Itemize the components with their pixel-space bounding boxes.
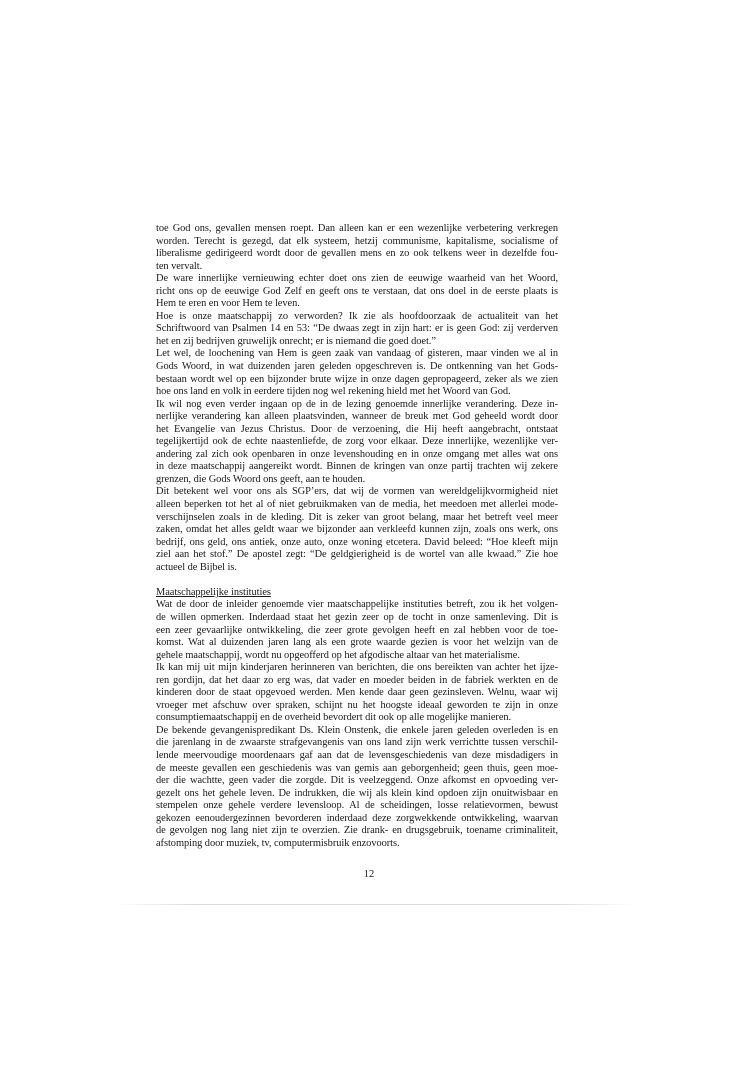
text-line: alleen beperken tot het al of niet gebruikmaken van de media, het meedoen met allerlei mode- xyxy=(156,499,558,511)
text-line: andering zal zich ook openbaren in onze levenshouding en in onze omgang met alles wat ons xyxy=(156,448,558,460)
text-line: gezelt ons het gehele leven. De indrukken, die wij als klein kind opdoen zijn onuitwisbaar en xyxy=(156,787,558,799)
text-line: der die wachtte, geen vader die zorgde. Dit is veelzeggend. Onze afkomst en opvoeding ver- xyxy=(156,775,558,787)
text-line: Dit betekent wel voor ons als SGP’ers, dat wij de vormen van wereldgelijkvormigheid niet xyxy=(156,486,558,498)
text-line: het Evangelie van Jezus Christus. Door de verzoening, die Hij heeft aangebracht, ontstaat xyxy=(156,423,558,435)
text-line: ten vervalt. xyxy=(156,260,203,272)
text-line: ziel aan het stof.” De apostel zegt: “De geldgierigheid is de wortel van alle kwaad.” Zie hoe xyxy=(156,549,558,561)
text-line: liberalisme gedirigeerd wordt door de gevallen mens en zo ook telkens weer in dezelfde fou- xyxy=(156,248,558,260)
text-line: De bekende gevangenispredikant Ds. Klein Onstenk, die enkele jaren geleden overleden is en xyxy=(156,724,558,736)
text-line: grenzen, die Gods Woord ons geeft, aan te houden. xyxy=(156,473,366,485)
text-line: vroeger met afschuw over spraken, schijnt nu het hoogste ideaal geworden te zijn in onze xyxy=(156,699,558,711)
text-line: Schriftwoord van Psalmen 14 en 53: “De dwaas zegt in zijn hart: er is geen God: zij verderven xyxy=(156,323,558,335)
text-line: toe God ons, gevallen mensen roept. Dan alleen kan er een wezenlijke verbetering verkregen xyxy=(156,223,558,234)
text-line: Ik kan mij uit mijn kinderjaren herinneren van berichten, die ons bereikten van achter het ijze- xyxy=(156,662,558,674)
paragraphs-part1 xyxy=(156,223,558,574)
text-line: Hem te eren en voor Hem te leven. xyxy=(156,298,300,310)
text-line: tegelijkertijd ook de echte naastenliefde, de zorg voor elkaar. Deze innerlijke, wezenlijke ver- xyxy=(156,436,558,448)
text-line: een zeer gevaarlijke ontwikkeling, die zeer grote gevolgen heeft en zal hebben voor de toe- xyxy=(156,624,558,636)
text-line: lende meervoudige moordenaars gaf aan dat de levensgeschiedenis van deze misdadigers in xyxy=(156,749,558,761)
text-line: Ik wil nog even verder ingaan op de in de lezing genoemde innerlijke verandering. Deze in- xyxy=(156,398,558,410)
text-line: consumptiemaatschappij en de overheid bevordert dit ook op alle mogelijke manieren. xyxy=(156,712,512,724)
text-line: gehele maatschappij, wordt nu opgeofferd op het afgodische altaar van het materialisme. xyxy=(156,649,520,661)
text-line: richt ons op de eeuwige God Zelf en geeft ons te verstaan, dat ons doel in de eerste plaats is xyxy=(156,285,558,297)
text-line: De ware innerlijke vernieuwing echter doet ons zien de eeuwige waarheid van het Woord, xyxy=(156,273,558,285)
text-line: verschijnselen zoals in de kleding. Dit is zeker van groot belang, maar het betreft veel meer xyxy=(156,511,558,523)
text-line: Let wel, de loochening van Hem is geen zaak van vandaag of gisteren, maar vinden we al in xyxy=(156,348,558,360)
paragraph-gap xyxy=(156,574,558,587)
text-line: Gods Woord, in wat duizenden jaren geleden opgeschreven is. De ontkenning van het Gods- xyxy=(156,361,558,373)
text-line: actueel de Bijbel is. xyxy=(156,561,237,573)
text-line: in deze maatschappij aangereikt wordt. Binnen de kringen van onze partij trachten wij zekere xyxy=(156,461,558,473)
text-line: hoe ons land en volk in eerdere tijden nog wel rekening hield met het Woord van God. xyxy=(156,386,511,398)
text-line: stempelen onze gehele verdere levensloop. Al de scheidingen, losse relatievormen, bewust xyxy=(156,800,558,812)
text-line: afstomping door muziek, tv, computermisbruik enzovoorts. xyxy=(156,837,400,849)
paragraphs-part2 xyxy=(156,599,558,850)
text-line: ren gordijn, dat het daar zo erg was, dat vader en moeder beiden in de fabriek werkten en de xyxy=(156,674,558,686)
section-heading: Maatschappelijke instituties xyxy=(156,586,271,598)
text-line: Hoe is onze maatschappij zo verworden? Ik zie als hoofdoorzaak de actualiteit van het xyxy=(156,310,558,322)
page-number: 12 xyxy=(363,869,375,880)
text-line: nerlijke verandering kan alleen plaatsvinden, wanneer de breuk met God geheeld wordt door xyxy=(156,411,558,423)
text-line: de willen opmerken. Inderdaad staat het gezin zeer op de tocht in onze samenleving. Dit is xyxy=(156,611,558,623)
text-line: komst. Wat al duizenden jaren lang als een grote waarde gezien is voor het welzijn van de xyxy=(156,637,558,649)
body-text xyxy=(156,223,558,850)
scan-edge-divider xyxy=(115,904,635,905)
text-line: de gevolgen nog lang niet zijn te overzien. Zie drank- en drugsgebruik, toename criminaliteit, xyxy=(156,825,558,837)
text-line: bestaan wordt wel op een bijzonder brute wijze in onze dagen gepropageerd, zeker als we zien xyxy=(156,373,558,385)
text-line: die jarenlang in de zwaarste strafgevangenis van ons land zijn werk verrichtte tussen verschil- xyxy=(156,737,558,749)
text-line: kinderen door de staat opgevoed werden. Men kende daar geen gezinsleven. Welnu, waar wij xyxy=(156,687,558,699)
text-line: het en zij bedrijven gruwelijk onrecht; er is niemand die goed doet.” xyxy=(156,335,436,347)
text-line: gekozen eenoudergezinnen bevorderen inderdaad deze zorgwekkende ontwikkeling, waarvan xyxy=(156,812,558,824)
text-line: worden. Terecht is gezegd, dat elk systeem, hetzij communisme, kapitalisme, socialisme of xyxy=(156,235,558,247)
text-line: de meeste gevallen een geschiedenis was van gemis aan geborgenheid; geen thuis, geen moe- xyxy=(156,762,558,774)
text-line: Wat de door de inleider genoemde vier maatschappelijke instituties betreft, zou ik het volgen- xyxy=(156,599,558,611)
text-line: bedrijf, ons geld, ons antiek, onze auto, onze woning etcetera. David beleed: “Hoe kleeft mijn xyxy=(156,536,558,548)
text-line: zaken, omdat het alles geldt waar we bijzonder aan verkleefd kunnen zijn, zoals ons werk, ons xyxy=(156,524,558,536)
